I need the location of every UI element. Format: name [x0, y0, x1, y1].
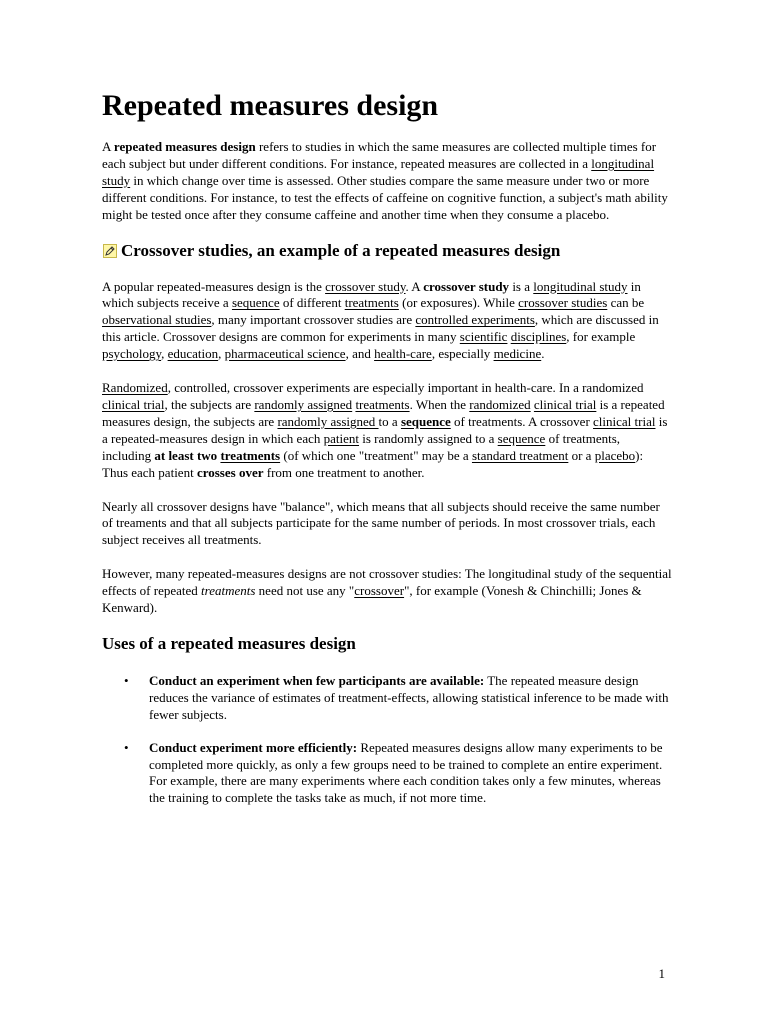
text-run: refers to studies in which the same measures are collected multiple times for each subject but under different conditions. For instance, repeated measures are collected in a [102, 139, 657, 171]
italic-term: treatments [201, 583, 256, 599]
section-heading-text: Crossover studies, an example of a repeated measures design [121, 240, 561, 260]
link-standard-treatment[interactable]: standard treatment [471, 447, 569, 463]
text-run: is a repeated measures design, the subjects are [102, 396, 665, 429]
link-treatments[interactable]: treatments [220, 447, 281, 463]
text-run: or a [568, 447, 595, 463]
text-run: ", for example (Vonesh & Chinchilli; Jones & Kenward). [102, 583, 642, 616]
link-treatments[interactable]: treatments [355, 396, 410, 412]
list-item [102, 740, 672, 808]
link-crossover-study[interactable]: crossover study [325, 278, 406, 294]
text-run: is randomly assigned to a [359, 430, 498, 446]
text-run: from one treatment to another. [263, 464, 425, 480]
crossover-paragraph-4 [102, 566, 672, 617]
text-run: , especially [431, 346, 494, 362]
bold-term: crosses over [196, 464, 264, 480]
link-pharmaceutical-science[interactable]: pharmaceutical science [224, 346, 346, 362]
link-controlled-experiments[interactable]: controlled experiments [415, 312, 535, 328]
text-run: can be [607, 295, 645, 311]
bold-term: crossover study [423, 278, 510, 294]
link-longitudinal-study[interactable]: longitudinal study [533, 278, 628, 294]
page-title: Repeated measures design [102, 89, 439, 122]
text-run: , for example [566, 329, 636, 345]
text-run: (of which one "treatment" may be a [280, 447, 472, 463]
intro-paragraph [102, 139, 672, 224]
link-medicine[interactable]: medicine [493, 346, 542, 362]
list-item-text: The repeated measure design reduces the variance of estimates of treatment-effects, allowing statistical inference to be made with fewer subjects. [149, 672, 669, 722]
crossover-paragraph-3: Nearly all crossover designs have "balance", which means that all subjects should receive the same number of treaments and that all subjects participate for the same number of periods. In most crossover trials, each subject receives all treatments. [102, 498, 660, 548]
link-scientific[interactable]: scientific [459, 329, 508, 345]
link-health-care[interactable]: health-care [374, 346, 432, 362]
bold-term: at least two [154, 447, 221, 463]
text-run: , which are discussed in this article. Crossover designs are common for experiments in many [102, 312, 659, 345]
link-patient[interactable]: patient [323, 430, 360, 446]
list-item-lead: Conduct an experiment when few participants are available: [149, 672, 485, 688]
list-item-text: Repeated measures designs allow many experiments to be completed more quickly, as only a few groups need to be trained to complete an entire experiment. For example, there are many experiments where each condition takes only a few minutes, whereas the training to complete the tasks take as much, if not more time. [149, 739, 663, 806]
link-sequence[interactable]: sequence [497, 430, 546, 446]
text-run: , [218, 346, 225, 362]
link-crossover[interactable]: crossover [354, 583, 405, 599]
text-run: of treatments, including [102, 430, 621, 463]
link-education[interactable]: education [167, 346, 219, 362]
link-treatments[interactable]: treatments [344, 295, 399, 311]
text-run: in which subjects receive a [102, 278, 641, 311]
link-crossover-studies[interactable]: crossover studies [518, 295, 608, 311]
text-run: (or exposures). While [398, 295, 519, 311]
text-run: to a [378, 413, 401, 429]
text-run: . When the [409, 396, 470, 412]
link-clinical-trial[interactable]: clinical trial [593, 413, 656, 429]
text-run: , and [345, 346, 375, 362]
text-run: However, many repeated-measures designs are not crossover studies: The longitudinal study of the sequential effects of repeated [102, 566, 672, 599]
link-randomized[interactable]: randomized [469, 396, 531, 412]
link-sequence[interactable]: sequence [231, 295, 280, 311]
text-run: of treatments. A crossover [450, 413, 594, 429]
text-run: A [102, 139, 114, 154]
link-randomized[interactable]: Randomized [102, 380, 168, 396]
uses-list [102, 673, 672, 807]
text-run: . [541, 346, 545, 362]
link-randomly-assigned[interactable]: randomly assigned [254, 396, 353, 412]
list-item-lead: Conduct experiment more efficiently: [149, 739, 358, 755]
text-run: . A [405, 278, 424, 294]
list-item [102, 673, 672, 724]
text-run: , [161, 346, 168, 362]
link-observational-studies[interactable]: observational studies [102, 312, 212, 328]
link-clinical-trial[interactable]: clinical trial [102, 396, 165, 412]
text-run: , many important crossover studies are [211, 312, 416, 328]
text-run: is a [509, 278, 534, 294]
link-clinical-trial[interactable]: clinical trial [533, 396, 597, 412]
text-run: of different [279, 295, 345, 311]
text-run: ): Thus each patient [102, 447, 644, 480]
link-disciplines[interactable]: disciplines [510, 329, 567, 345]
section-heading-crossover [103, 240, 672, 262]
bold-term: repeated measures design [113, 139, 256, 154]
link-randomly-assigned[interactable]: randomly assigned [277, 413, 379, 429]
text-run: need not use any " [255, 583, 355, 599]
document-body [102, 88, 672, 823]
text-run: , the subjects are [164, 396, 255, 412]
text-run: , controlled, crossover experiments are especially important in health-care. In a randomized [167, 380, 644, 396]
page-number: 1 [658, 966, 665, 981]
section-heading-uses: Uses of a repeated measures design [102, 633, 356, 653]
crossover-paragraph-2 [102, 380, 672, 481]
text-run: A popular repeated-measures design is the [102, 278, 326, 294]
link-longitudinal-study[interactable]: longitudinal study [102, 155, 655, 188]
edit-link-icon[interactable] [103, 244, 117, 258]
link-placebo[interactable]: placebo [594, 447, 636, 463]
text-run: is a repeated-measures design in which each [102, 413, 668, 446]
crossover-paragraph-1 [102, 279, 672, 364]
text-run: in which change over time is assessed. Other studies compare the same measure under two or more different conditions. For instance, to test the effects of caffeine on cognitive function, a subject's math ability might be tested once after they consume caffeine and another time when they consume a placebo. [102, 172, 668, 222]
link-psychology[interactable]: psychology [102, 346, 162, 362]
link-sequence[interactable]: sequence [400, 413, 451, 429]
